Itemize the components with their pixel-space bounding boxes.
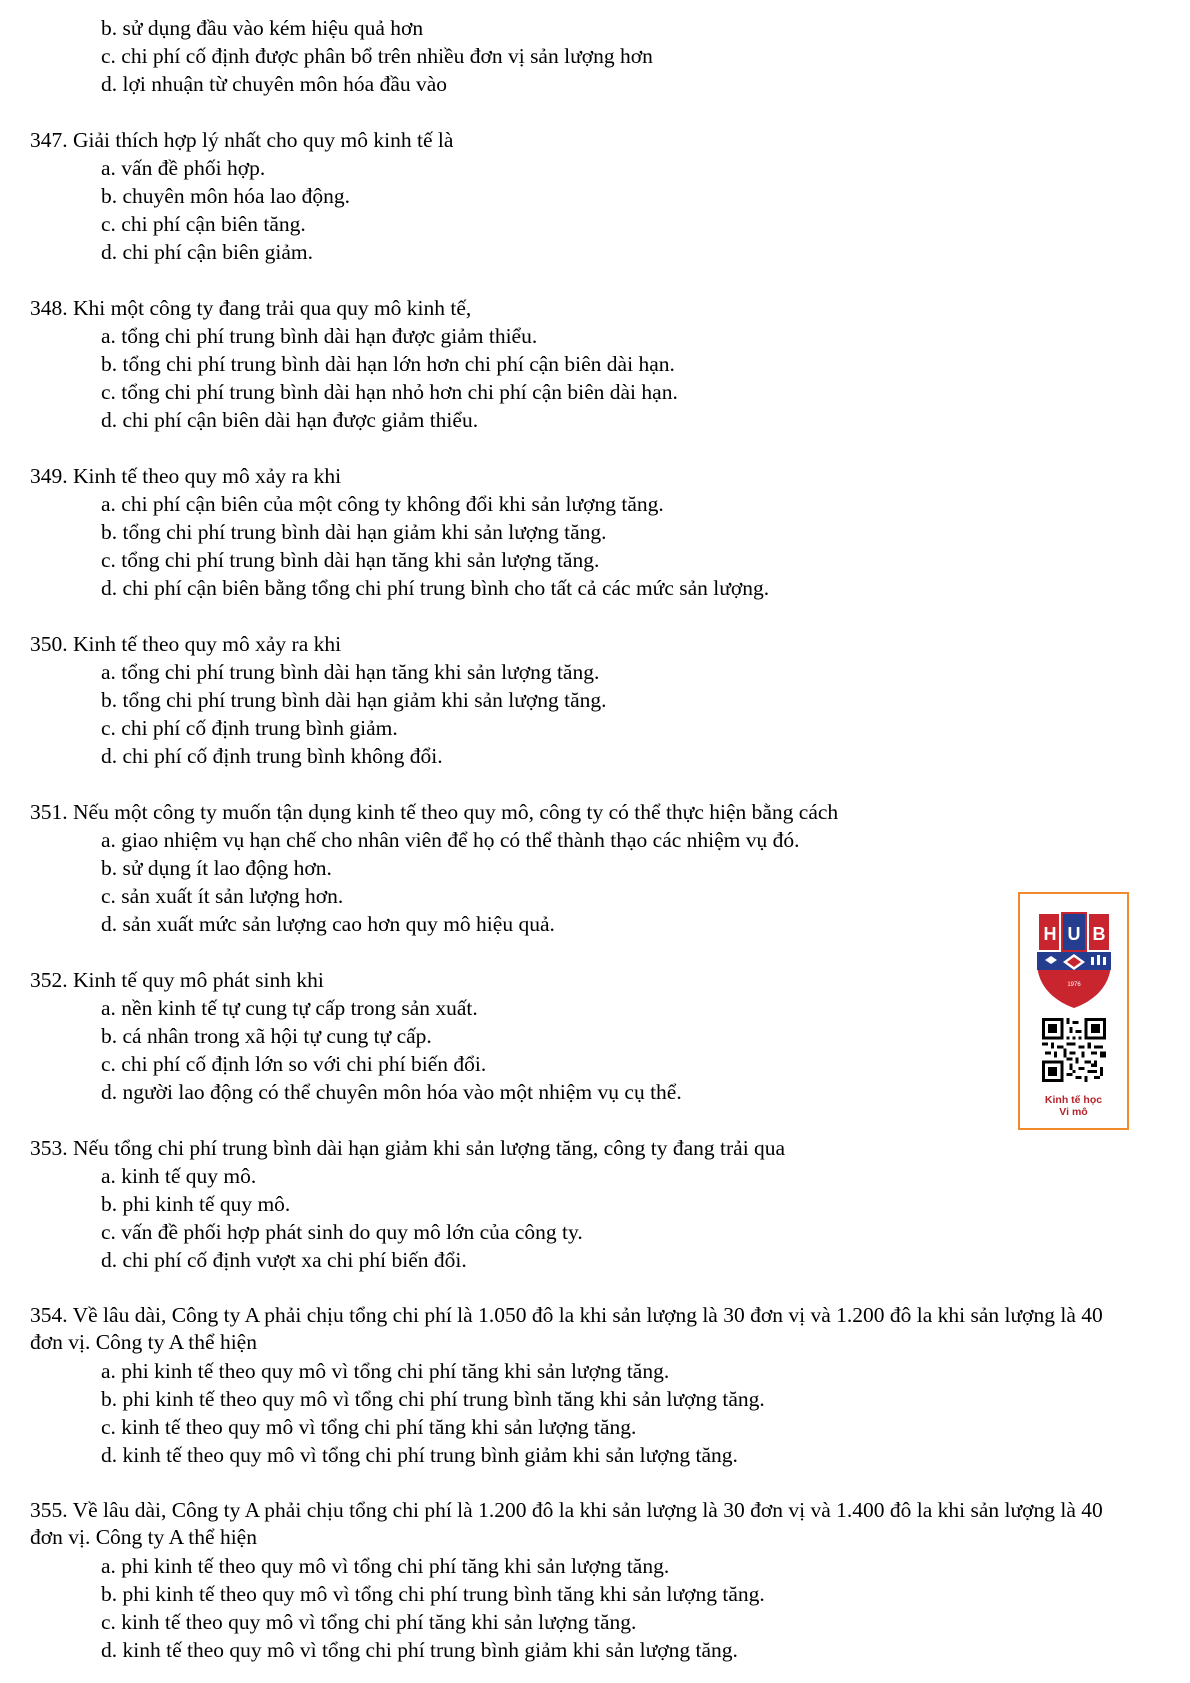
question-348: 348. Khi một công ty đang trải qua quy mô kinh tế, [30, 296, 472, 320]
option-text: c. chi phí cố định lớn so với chi phí biến đổi. [101, 1052, 487, 1076]
option-text: d. chi phí cận biên dài hạn được giảm thiểu. [101, 408, 479, 432]
option-text: c. chi phí cố định trung bình giảm. [101, 716, 398, 740]
option-text: b. phi kinh tế quy mô. [101, 1192, 291, 1216]
option-text: a. phi kinh tế theo quy mô vì tổng chi phí tăng khi sản lượng tăng. [101, 1359, 670, 1383]
option-text: b. phi kinh tế theo quy mô vì tổng chi phí trung bình tăng khi sản lượng tăng. [101, 1387, 765, 1411]
option-text: d. kinh tế theo quy mô vì tổng chi phí trung bình giảm khi sản lượng tăng. [101, 1443, 738, 1467]
option-text: a. giao nhiệm vụ hạn chế cho nhân viên để họ có thể thành thạo các nhiệm vụ đó. [101, 828, 800, 852]
option-text: b. tổng chi phí trung bình dài hạn giảm khi sản lượng tăng. [101, 520, 607, 544]
badge-caption-subject: Kinh tế học [1044, 1094, 1103, 1106]
option-text: a. kinh tế quy mô. [101, 1164, 257, 1188]
question-349: 349. Kinh tế theo quy mô xảy ra khi [30, 464, 342, 488]
question-354: 354. Về lâu dài, Công ty A phải chịu tổng chi phí là 1.050 đô la khi sản lượng là 30 đơn vị và 1.200 đô la khi sản lượng là 40 đơn vị. Công ty A thể hiện [30, 1303, 1103, 1354]
shield-letter-u: U [1067, 924, 1081, 944]
qr-code-icon [1042, 1018, 1106, 1082]
option-text: b. phi kinh tế theo quy mô vì tổng chi phí trung bình tăng khi sản lượng tăng. [101, 1582, 765, 1606]
option-text: c. chi phí cận biên tăng. [101, 212, 306, 236]
option-text: b. sử dụng ít lao động hơn. [101, 856, 332, 880]
question-350: 350. Kinh tế theo quy mô xảy ra khi [30, 632, 342, 656]
shield-letter-h: H [1043, 924, 1057, 944]
shield-letter-b: B [1092, 924, 1106, 944]
option-text: b. sử dụng đầu vào kém hiệu quả hơn [101, 16, 424, 40]
question-347: 347. Giải thích hợp lý nhất cho quy mô kinh tế là [30, 128, 454, 152]
option-text: c. kinh tế theo quy mô vì tổng chi phí tăng khi sản lượng tăng. [101, 1610, 637, 1634]
option-text: d. sản xuất mức sản lượng cao hơn quy mô hiệu quả. [101, 912, 555, 936]
option-text: d. chi phí cố định vượt xa chi phí biến đổi. [101, 1248, 467, 1272]
option-text: d. kinh tế theo quy mô vì tổng chi phí trung bình giảm khi sản lượng tăng. [101, 1638, 738, 1662]
question-351: 351. Nếu một công ty muốn tận dụng kinh tế theo quy mô, công ty có thể thực hiện bằng cách [30, 800, 839, 824]
option-text: d. người lao động có thể chuyên môn hóa vào một nhiệm vụ cụ thể. [101, 1080, 682, 1104]
option-text: d. chi phí cận biên giảm. [101, 240, 313, 264]
hub-shield-logo [1035, 910, 1113, 1010]
option-text: c. kinh tế theo quy mô vì tổng chi phí tăng khi sản lượng tăng. [101, 1415, 637, 1439]
option-text: a. tổng chi phí trung bình dài hạn tăng khi sản lượng tăng. [101, 660, 600, 684]
option-text: a. tổng chi phí trung bình dài hạn được giảm thiểu. [101, 324, 538, 348]
option-text: c. chi phí cố định được phân bổ trên nhiều đơn vị sản lượng hơn [101, 44, 653, 68]
question-355: 355. Về lâu dài, Công ty A phải chịu tổng chi phí là 1.200 đô la khi sản lượng là 30 đơn vị và 1.400 đô la khi sản lượng là 40 đơn vị. Công ty A thể hiện [30, 1498, 1103, 1549]
option-text: a. phi kinh tế theo quy mô vì tổng chi phí tăng khi sản lượng tăng. [101, 1554, 670, 1578]
option-text: d. chi phí cận biên bằng tổng chi phí trung bình cho tất cả các mức sản lượng. [101, 576, 770, 600]
hub-badge [1018, 892, 1129, 1130]
option-text: a. vấn đề phối hợp. [101, 156, 266, 180]
option-text: a. nền kinh tế tự cung tự cấp trong sản xuất. [101, 996, 478, 1020]
option-text: d. chi phí cố định trung bình không đổi. [101, 744, 443, 768]
question-353: 353. Nếu tổng chi phí trung bình dài hạn giảm khi sản lượng tăng, công ty đang trải qua [30, 1136, 786, 1160]
option-text: c. tổng chi phí trung bình dài hạn nhỏ hơn chi phí cận biên dài hạn. [101, 380, 678, 404]
option-text: c. vấn đề phối hợp phát sinh do quy mô lớn của công ty. [101, 1220, 583, 1244]
badge-caption-subtitle: Vi mô [1059, 1106, 1088, 1118]
shield-year: 1976 [1067, 982, 1081, 988]
option-text: d. lợi nhuận từ chuyên môn hóa đầu vào [101, 72, 448, 96]
option-text: b. tổng chi phí trung bình dài hạn lớn hơn chi phí cận biên dài hạn. [101, 352, 675, 376]
option-text: c. tổng chi phí trung bình dài hạn tăng khi sản lượng tăng. [101, 548, 600, 572]
option-text: c. sản xuất ít sản lượng hơn. [101, 884, 344, 908]
option-text: a. chi phí cận biên của một công ty không đổi khi sản lượng tăng. [101, 492, 664, 516]
option-text: b. tổng chi phí trung bình dài hạn giảm khi sản lượng tăng. [101, 688, 607, 712]
option-text: b. cá nhân trong xã hội tự cung tự cấp. [101, 1024, 432, 1048]
question-352: 352. Kinh tế quy mô phát sinh khi [30, 968, 324, 992]
option-text: b. chuyên môn hóa lao động. [101, 184, 350, 208]
